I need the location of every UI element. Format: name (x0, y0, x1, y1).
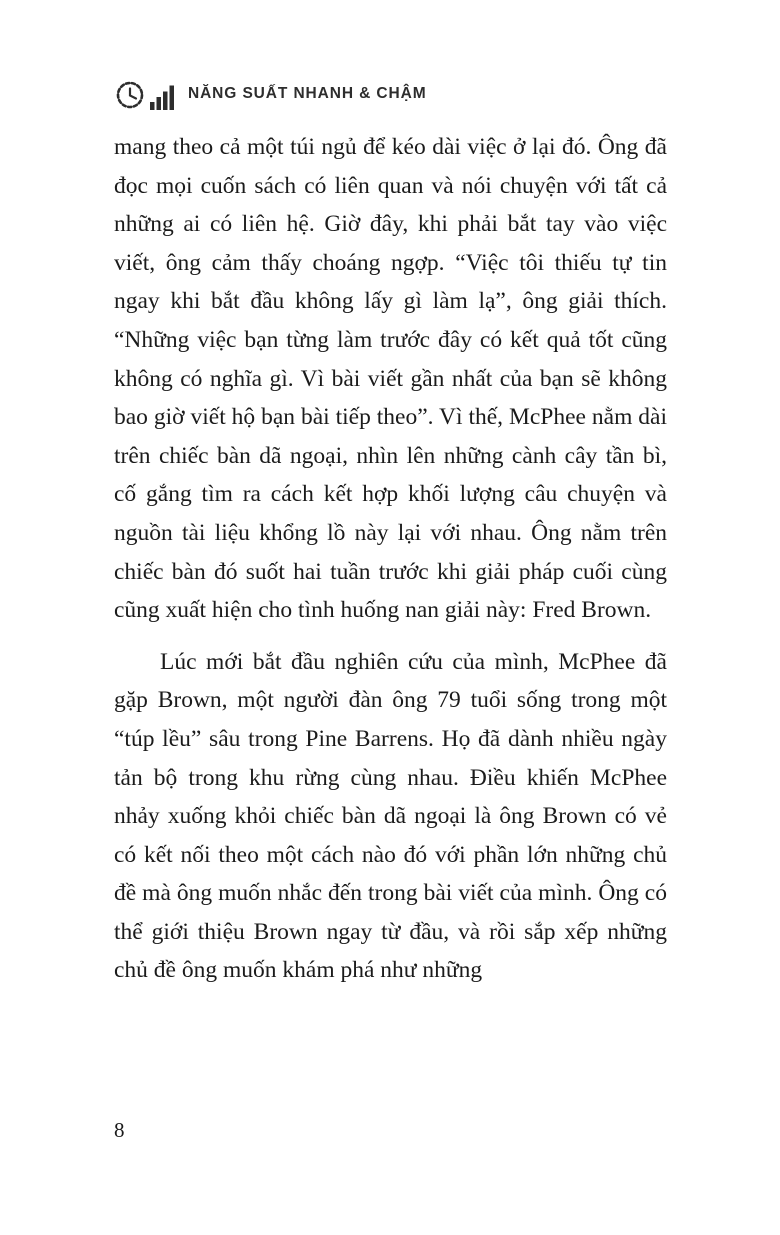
running-header-title: NĂNG SUẤT NHANH & CHẬM (188, 85, 427, 102)
page-number: 8 (114, 1118, 125, 1142)
paragraph: Lúc mới bắt đầu nghiên cứu của mình, McPhee đã gặp Brown, một người đàn ông 79 tuổi sống trong một “túp lều” sâu trong Pine Barrens. Họ đã dành nhiều ngày tản bộ trong khu rừng cùng nhau. Điều khiến McPhee nhảy xuống khỏi chiếc bàn dã ngoại là ông Brown có vẻ có kết nối theo một cách nào đó với phần lớn những chủ đề mà ông muốn nhắc đến trong bài viết của mình. Ông có thể giới thiệu Brown ngay từ đầu, và rồi sắp xếp những chủ đề ông muốn khám phá như những (114, 648, 667, 984)
clock-bar-chart-icon (113, 74, 175, 114)
body-text (114, 128, 667, 990)
running-header (113, 74, 427, 114)
paragraph: mang theo cả một túi ngủ để kéo dài việc ở lại đó. Ông đã đọc mọi cuốn sách có liên quan và nói chuyện với tất cả những ai có liên hệ. Giờ đây, khi phải bắt tay vào việc viết, ông cảm thấy choáng ngợp. “Việc tôi thiếu tự tin ngay khi bắt đầu không lấy gì làm lạ”, ông giải thích. “Những việc bạn từng làm trước đây có kết quả tốt cũng không có nghĩa gì. Vì bài viết gần nhất của bạn sẽ không bao giờ viết hộ bạn bài tiếp theo”. Vì thế, McPhee nằm dài trên chiếc bàn dã ngoại, nhìn lên những cành cây tần bì, cố gắng tìm ra cách kết hợp khối lượng câu chuyện và nguồn tài liệu khổng lồ này lại với nhau. Ông nằm trên chiếc bàn đó suốt hai tuần trước khi giải pháp cuối cùng cũng xuất hiện cho tình huống nan giải này: Fred Brown. (114, 134, 667, 624)
